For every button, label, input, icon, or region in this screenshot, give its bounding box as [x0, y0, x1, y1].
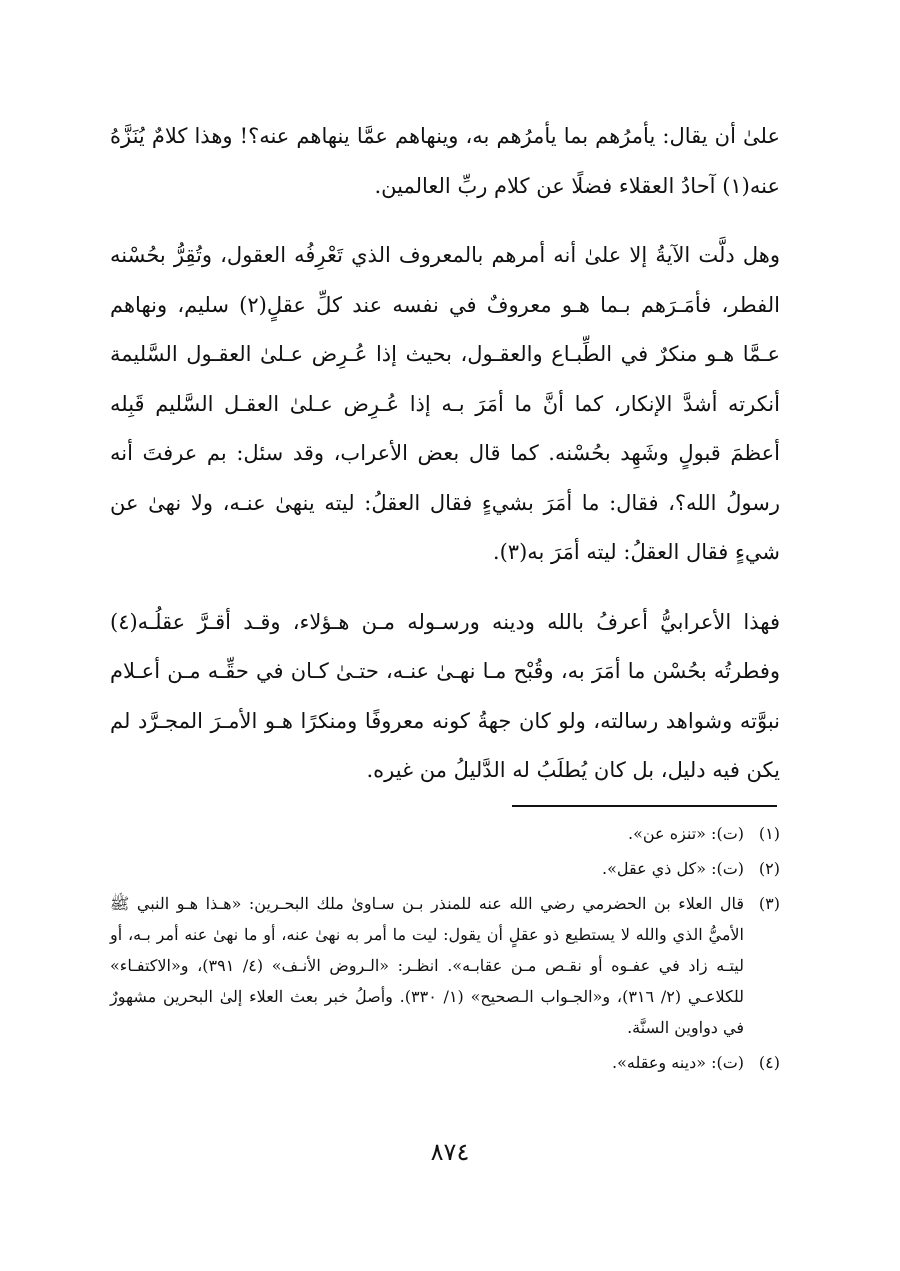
footnotes — [110, 818, 780, 1082]
footnote-4 — [110, 1047, 780, 1078]
main-text — [110, 112, 780, 796]
footnote-number: (٢) — [758, 859, 780, 878]
page-number: ٨٧٤ — [430, 1138, 470, 1166]
footnote-number: (٣) — [758, 894, 780, 913]
footnote-2 — [110, 853, 780, 884]
footnote-number: (١) — [758, 824, 780, 843]
paragraph-3: فهذا الأعرابيُّ أعرفُ بالله ودينه ورسـوله مـن هـؤلاء، وقـد أقـرَّ عقلُـه(٤) وفطرتُه بحُسْن ما أمَرَ به، وقُبْح مـا نهـىٰ عنـه، حتـىٰ كـان في حقِّـه مـن أعـلام نبوَّته وشواهد رسالته، ولو كان جهةُ كونه معروفًا ومنكرًا هـو الأمـرَ المجـرَّد لم يكن فيه دليل، بل كان يُطلَبُ له الدَّليلُ من غيره. — [110, 609, 780, 782]
footnote-3 — [110, 888, 780, 1043]
paragraph-1: علىٰ أن يقال: يأمرُهم بما يأمرُهم به، وينهاهم عمَّا ينهاهم عنه؟! وهذا كلامٌ يُنَزَّهُ عنه(١) آحادُ العقلاء فضلًا عن كلام ربِّ العالمين. — [110, 124, 780, 198]
footnote-1 — [110, 818, 780, 849]
footnote-divider — [512, 805, 777, 807]
footnote-text: قال العلاء بن الحضرمي رضي الله عنه للمنذر بـن سـاوىٰ ملك البحـرين: «هـذا هـو النبي ﷺ الأميُّ الذي والله لا يستطيع ذو عقلٍ أن يقول: ليت ما أمر به نهىٰ عنه، أو ما نهىٰ عنه أمر بـه، أو ليتـه زاد في عفـوه أو نقـص مـن عقابـه». انظـر: «الـروض الأنـف» (٤/ ٣٩١)، و«الاكتفـاء» للكلاعـي (٢/ ٣١٦)، و«الجـواب الـصحيح» (١/ ٣٣٠). وأصلُ خبر بعث العلاء إلىٰ البحرين مشهورٌ في دواوين السنَّة. — [110, 894, 745, 1037]
footnote-text: (ت): «دينه وعقله». — [612, 1053, 744, 1072]
paragraph-2: وهل دلَّت الآيةُ إلا علىٰ أنه أمرهم بالمعروف الذي تَعْرِفُه العقول، وتُقِرُّ بحُسْنه الفطر، فأمَـرَهم بـما هـو معروفٌ في نفسه عند كلِّ عقلٍ(٢) سليم، ونهاهم عـمَّا هـو منكرٌ في الطِّبـاع والعقـول، بحيث إذا عُـرِض عـلىٰ العقـول السَّليمة أنكرته أشدَّ الإنكار، كما أنَّ ما أمَرَ بـه إذا عُـرِض عـلىٰ العقـل السَّليم قَبِله أعظمَ قبولٍ وشَهِد بحُسْنه. كما قال بعض الأعراب، وقد سئل: بم عرفتَ أنه رسولُ الله؟، فقال: ما أمَرَ بشيءٍ فقال العقلُ: ليته ينهىٰ عنـه، ولا نهىٰ عن شيءٍ فقال العقلُ: ليته أمَرَ به(٣). — [110, 243, 780, 564]
footnote-text: (ت): «كل ذي عقل». — [602, 859, 744, 878]
footnote-text: (ت): «تنزه عن». — [628, 824, 744, 843]
footnote-number: (٤) — [758, 1053, 780, 1072]
